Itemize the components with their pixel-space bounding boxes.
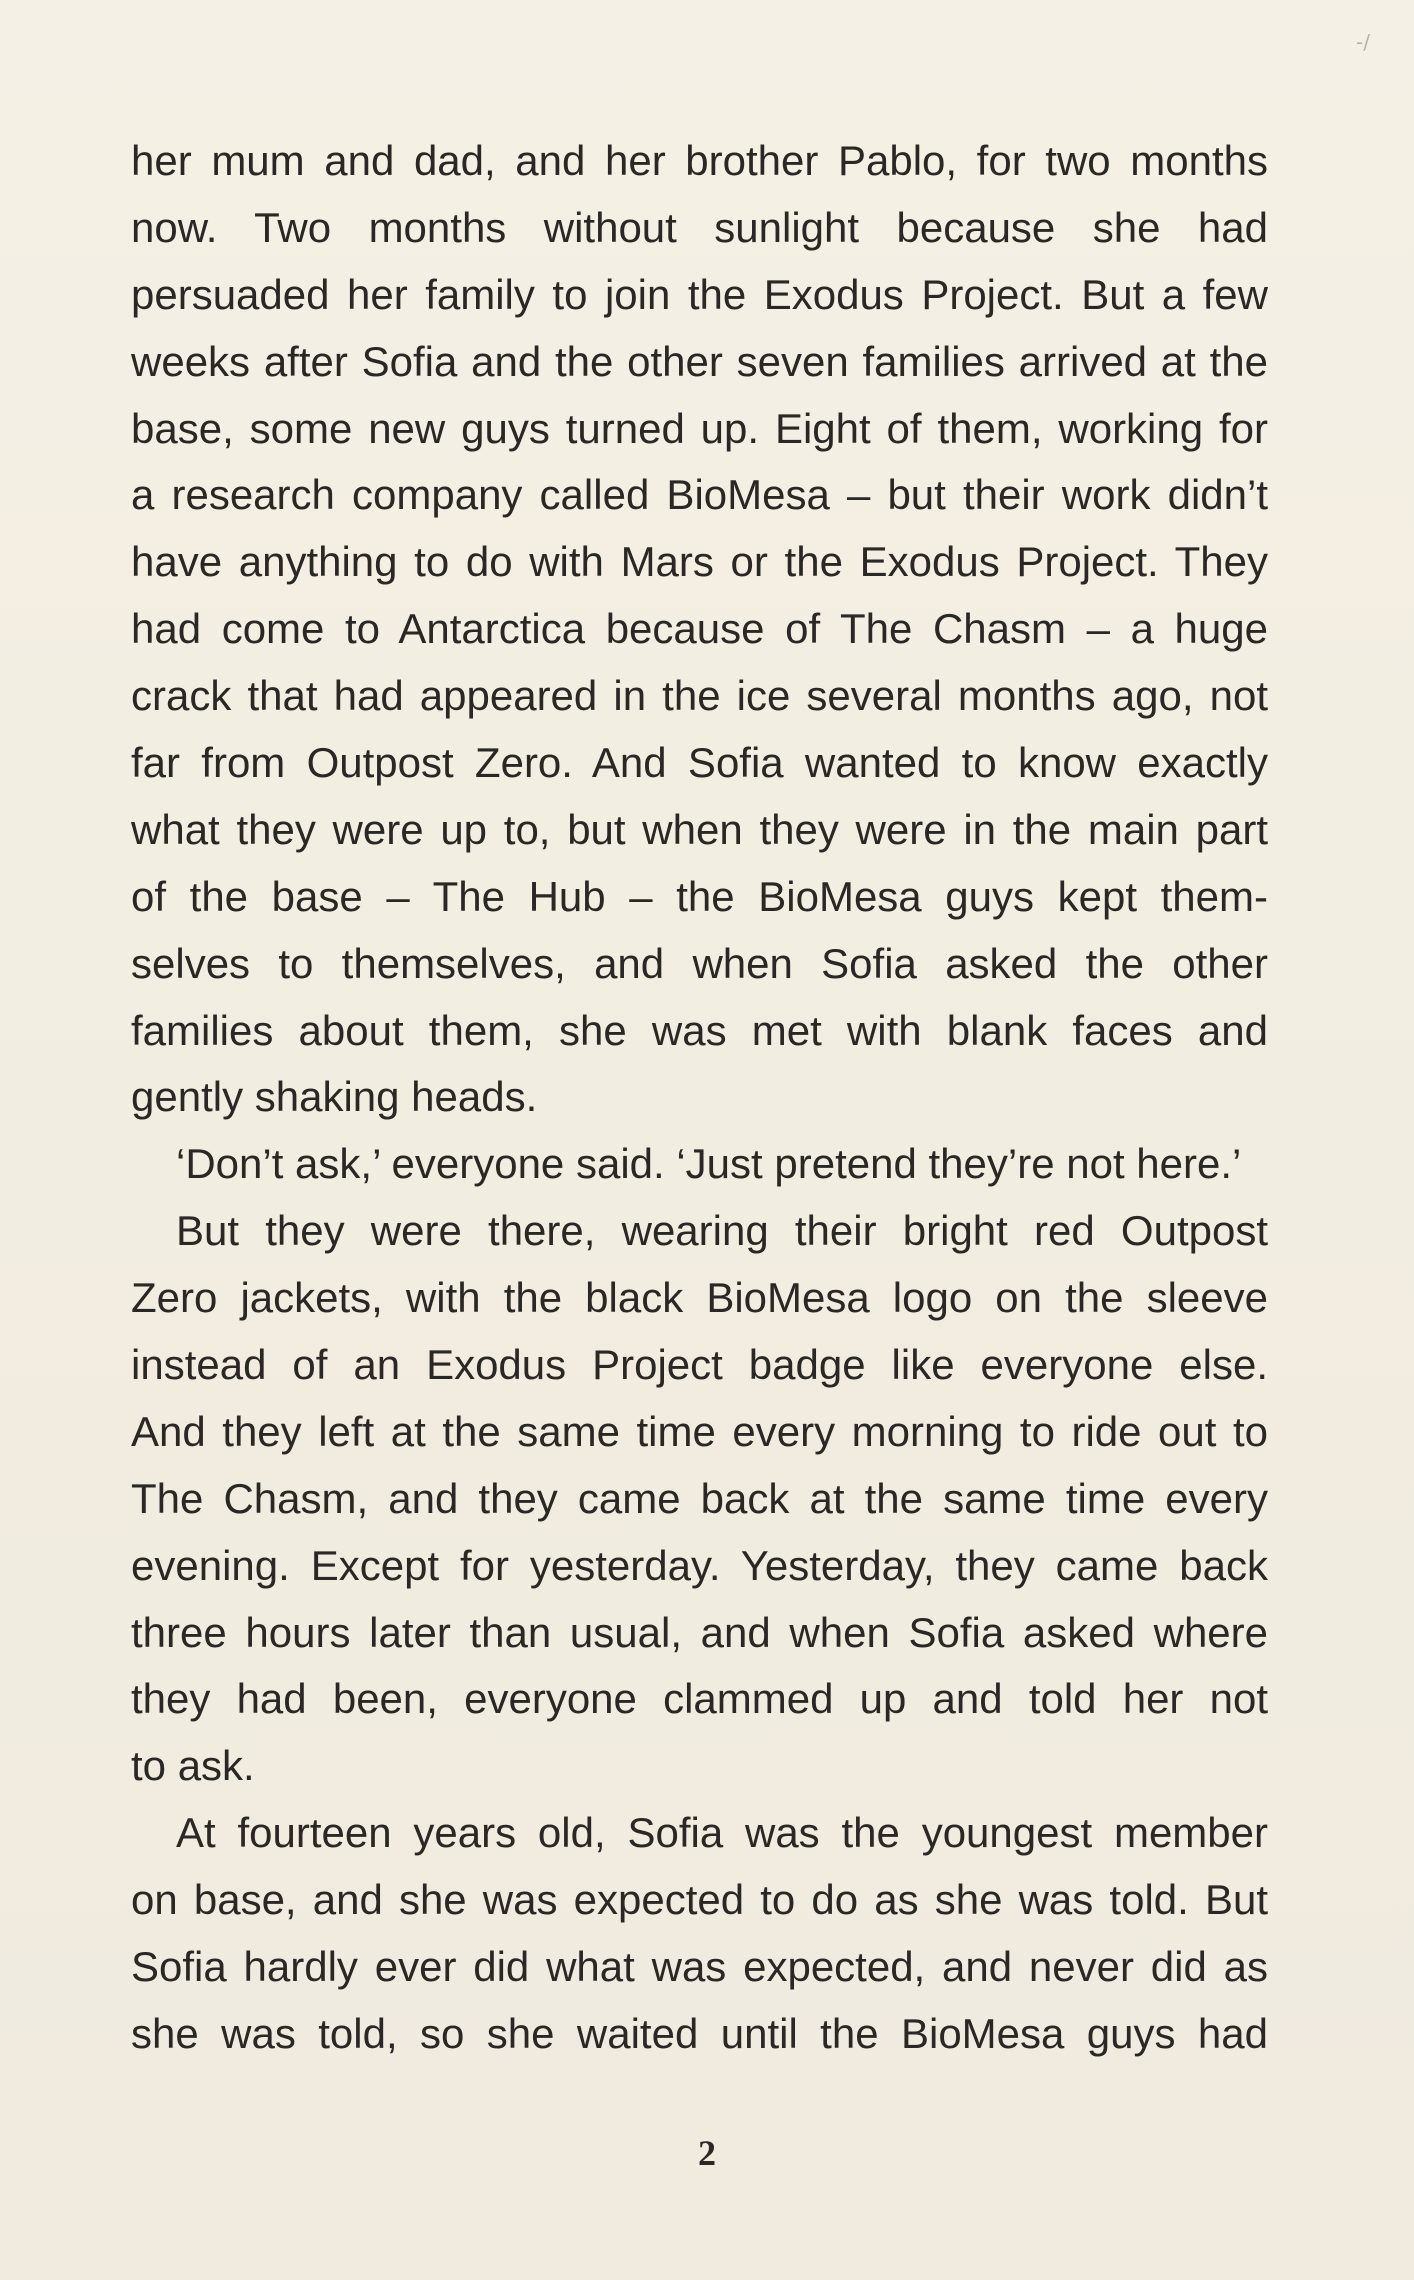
text-line: to ask. (131, 1742, 255, 1790)
text-line: At fourteen years old, Sofia was the youngest member (176, 1809, 1268, 1857)
text-line: her mum and dad, and her brother Pablo, for two months (131, 137, 1268, 184)
text-line: persuaded her family to join the Exodus Project. But a few (131, 270, 1268, 318)
text-line: And they left at the same time every morning to ride out to (131, 1407, 1268, 1455)
text-line: what they were up to, but when they were in the main part (131, 805, 1268, 853)
body-text (131, 128, 1268, 2068)
corner-mark: -/ (1356, 30, 1370, 54)
text-line: ‘Don’t ask,’ everyone said. ‘Just pretend they’re not here.’ (176, 1140, 1242, 1188)
text-line: weeks after Sofia and the other seven families arrived at the (131, 337, 1268, 385)
text-line: now. Two months without sunlight because she had (131, 203, 1268, 251)
text-line: a research company called BioMesa – but their work didn’t (131, 471, 1268, 519)
text-line: families about them, she was met with blank faces and (131, 1006, 1268, 1054)
page-number: 2 (698, 2133, 716, 2173)
text-line: The Chasm, and they came back at the same time every (131, 1474, 1268, 1522)
text-line: But they were there, wearing their bright red Outpost (176, 1207, 1268, 1255)
text-line: she was told, so she waited until the BioMesa guys had (131, 2009, 1268, 2057)
text-line: Zero jackets, with the black BioMesa logo on the sleeve (131, 1274, 1268, 1322)
text-line: gently shaking heads. (131, 1073, 538, 1121)
text-line: instead of an Exodus Project badge like everyone else. (131, 1341, 1268, 1389)
text-line: far from Outpost Zero. And Sofia wanted to know exactly (131, 739, 1268, 787)
text-line: have anything to do with Mars or the Exodus Project. They (131, 538, 1268, 586)
text-line: three hours later than usual, and when Sofia asked where (131, 1608, 1268, 1656)
text-line: selves to themselves, and when Sofia asked the other (131, 939, 1268, 987)
text-line: base, some new guys turned up. Eight of them, working for (131, 404, 1268, 452)
text-line: evening. Except for yesterday. Yesterday, they came back (131, 1541, 1268, 1589)
text-line: Sofia hardly ever did what was expected, and never did as (131, 1943, 1268, 1991)
text-line: they had been, everyone clammed up and told her not (131, 1675, 1268, 1723)
text-line: of the base – The Hub – the BioMesa guys kept them- (131, 872, 1268, 920)
text-line: crack that had appeared in the ice several months ago, not (131, 672, 1268, 720)
text-line: had come to Antarctica because of The Chasm – a huge (131, 605, 1268, 653)
text-line: on base, and she was expected to do as she was told. But (131, 1876, 1268, 1924)
